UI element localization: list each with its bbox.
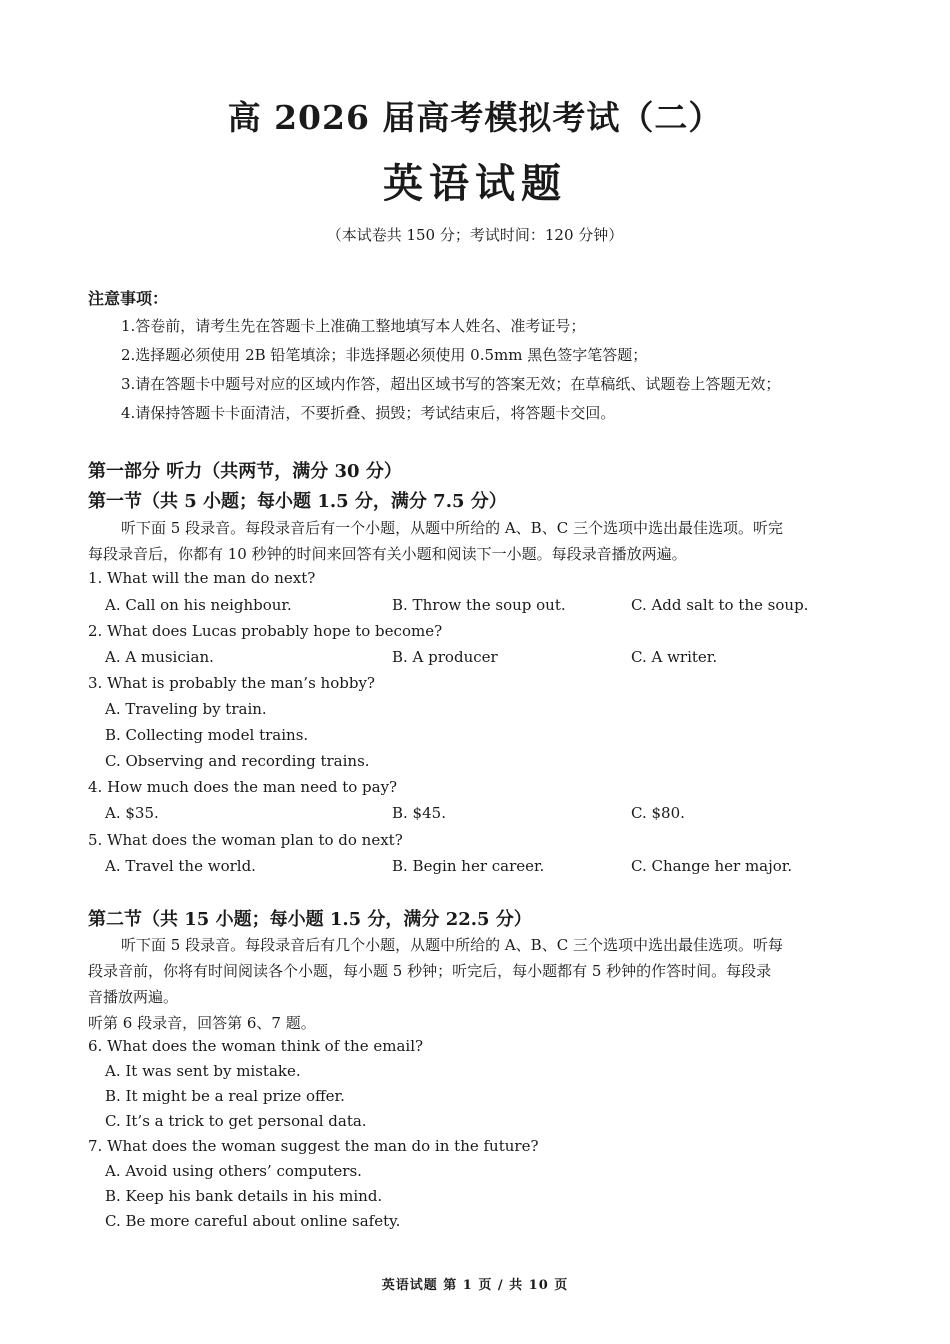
- option-a: A. Call on his neighbour.: [105, 596, 292, 614]
- question-stem: 7. What does the woman suggest the man do in the future?: [88, 1137, 539, 1155]
- option-b: B. Collecting model trains.: [105, 726, 309, 744]
- option-c: C. $80.: [631, 804, 685, 822]
- page-footer: 英语试题 第 1 页 / 共 10 页: [381, 1278, 569, 1293]
- section-instructions: 音播放两遍。: [88, 988, 179, 1006]
- question-stem: 2. What does Lucas probably hope to become?: [88, 622, 443, 640]
- option-c: C. Be more careful about online safety.: [105, 1212, 401, 1230]
- option-b: B. A producer: [392, 648, 498, 666]
- section-title: 第二节（共 15 小题；每小题 1.5 分，满分 22.5 分）: [88, 909, 532, 930]
- option-c: C. Observing and recording trains.: [105, 752, 370, 770]
- option-a: A. It was sent by mistake.: [105, 1062, 301, 1080]
- option-c: C. Change her major.: [631, 857, 793, 875]
- option-a: A. $35.: [105, 804, 159, 822]
- group-intro: 听第 6 段录音，回答第 6、7 题。: [88, 1014, 316, 1032]
- option-c: C. Add salt to the soup.: [631, 596, 809, 614]
- question-stem: 3. What is probably the man’s hobby?: [88, 674, 375, 692]
- option-b: B. Throw the soup out.: [392, 596, 566, 614]
- question-stem: 5. What does the woman plan to do next?: [88, 831, 403, 849]
- option-c: C. It’s a trick to get personal data.: [105, 1112, 367, 1130]
- subject-title: 英语试题: [383, 160, 567, 207]
- option-b: B. It might be a real prize offer.: [105, 1087, 345, 1105]
- option-b: B. $45.: [392, 804, 446, 822]
- exam-title: 高 2026 届高考模拟考试（二）: [227, 98, 723, 137]
- notice-heading: 注意事项：: [88, 289, 169, 308]
- exam-info: （本试卷共 150 分；考试时间：120 分钟）: [326, 226, 624, 244]
- notice-item: 1.答卷前，请考生先在答题卡上准确工整地填写本人姓名、准考证号；: [121, 317, 586, 335]
- part-title: 第一部分 听力（共两节，满分 30 分）: [88, 461, 402, 482]
- notice-item: 2.选择题必须使用 2B 铅笔填涂；非选择题必须使用 0.5mm 黑色签字笔答题；: [121, 346, 648, 364]
- section-instructions: 听下面 5 段录音。每段录音后有一个小题，从题中所给的 A、B、C 三个选项中选出最佳选项。听完: [121, 519, 783, 537]
- question-stem: 4. How much does the man need to pay?: [88, 778, 398, 796]
- notice-item: 3.请在答题卡中题号对应的区域内作答，超出区域书写的答案无效；在草稿纸、试题卷上答题无效；: [121, 375, 781, 393]
- section-instructions: 每段录音后，你都有 10 秒钟的时间来回答有关小题和阅读下一小题。每段录音播放两遍。: [88, 545, 687, 563]
- option-b: B. Keep his bank details in his mind.: [105, 1187, 383, 1205]
- option-a: A. Traveling by train.: [105, 700, 267, 718]
- section-title: 第一节（共 5 小题；每小题 1.5 分，满分 7.5 分）: [88, 491, 507, 512]
- option-a: A. A musician.: [105, 648, 214, 666]
- option-b: B. Begin her career.: [392, 857, 545, 875]
- option-a: A. Travel the world.: [105, 857, 256, 875]
- question-stem: 1. What will the man do next?: [88, 569, 316, 587]
- option-a: A. Avoid using others’ computers.: [105, 1162, 362, 1180]
- section-instructions: 听下面 5 段录音。每段录音后有几个小题，从题中所给的 A、B、C 三个选项中选出最佳选项。听每: [121, 936, 783, 954]
- section-instructions: 段录音前，你将有时间阅读各个小题，每小题 5 秒钟；听完后，每小题都有 5 秒钟的作答时间。每段录: [88, 962, 772, 980]
- option-c: C. A writer.: [631, 648, 718, 666]
- notice-item: 4.请保持答题卡卡面清洁，不要折叠、损毁；考试结束后，将答题卡交回。: [121, 404, 616, 422]
- question-stem: 6. What does the woman think of the email?: [88, 1037, 424, 1055]
